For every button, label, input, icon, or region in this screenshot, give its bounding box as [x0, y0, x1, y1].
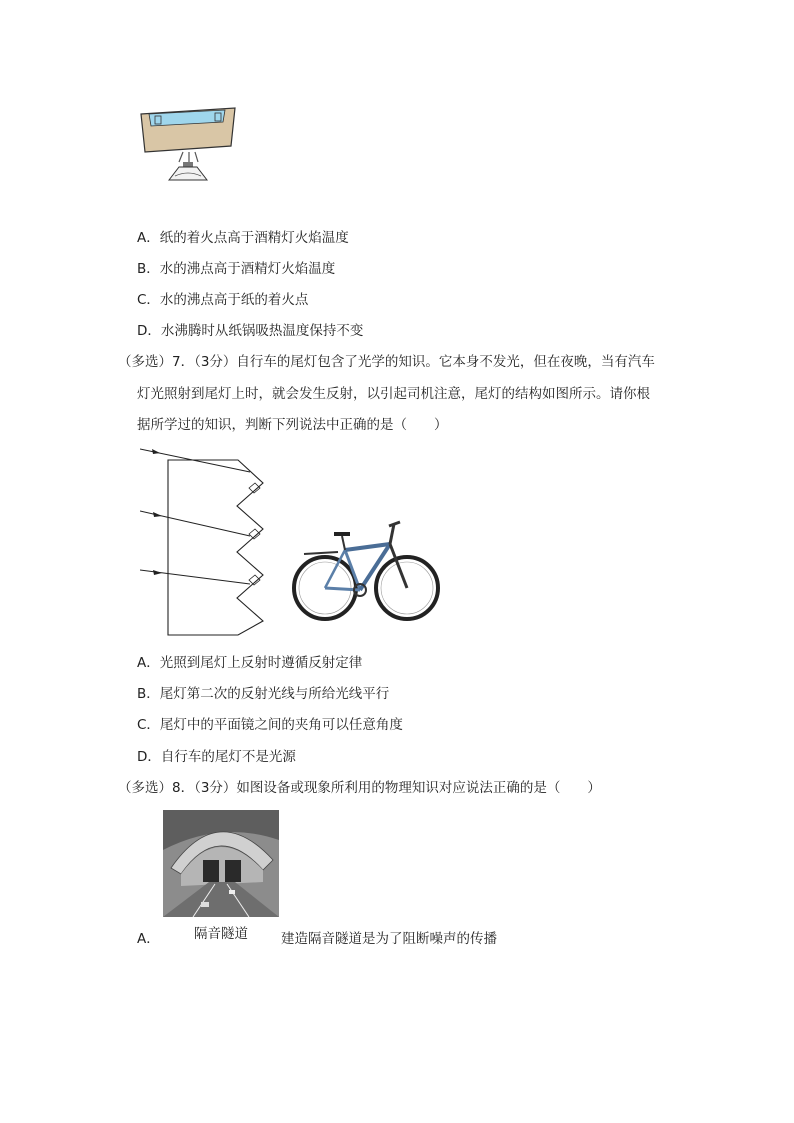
paper-pot-figure	[135, 100, 245, 182]
q8-option-a-caption: 隔音隧道	[194, 926, 248, 942]
q7-stem-line2: 灯光照射到尾灯上时，就会发生反射，以引起司机注意，尾灯的结构如图所示。请你根	[137, 386, 650, 402]
q6-option-a: A．纸的着火点高于酒精灯火焰温度	[137, 230, 349, 246]
q6-option-b: B．水的沸点高于酒精灯火焰温度	[137, 261, 336, 277]
tail-light-diagram	[140, 445, 275, 637]
bicycle-image	[290, 518, 442, 624]
q6-option-c: C．水的沸点高于纸的着火点	[137, 292, 309, 308]
sound-tunnel-photo	[163, 810, 279, 917]
q8-option-a-letter: A．	[137, 931, 160, 947]
q7-option-a: A．光照到尾灯上反射时遵循反射定律	[137, 655, 363, 671]
q8-stem: （多选）8．（3分）如图设备或现象所利用的物理知识对应说法正确的是（ ）	[118, 780, 601, 796]
q7-option-b: B．尾灯第二次的反射光线与所给光线平行	[137, 686, 390, 702]
q8-option-a-text: 建造隔音隧道是为了阻断噪声的传播	[281, 931, 497, 947]
q7-option-d: D．自行车的尾灯不是光源	[137, 749, 296, 765]
q7-option-c: C．尾灯中的平面镜之间的夹角可以任意角度	[137, 717, 403, 733]
q6-option-d: D．水沸腾时从纸锅吸热温度保持不变	[137, 323, 364, 339]
q7-stem-line3: 据所学过的知识，判断下列说法中正确的是（ ）	[137, 417, 448, 433]
q7-stem-line1: （多选）7．（3分）自行车的尾灯包含了光学的知识。它本身不发光，但在夜晚，当有汽车	[118, 354, 655, 370]
